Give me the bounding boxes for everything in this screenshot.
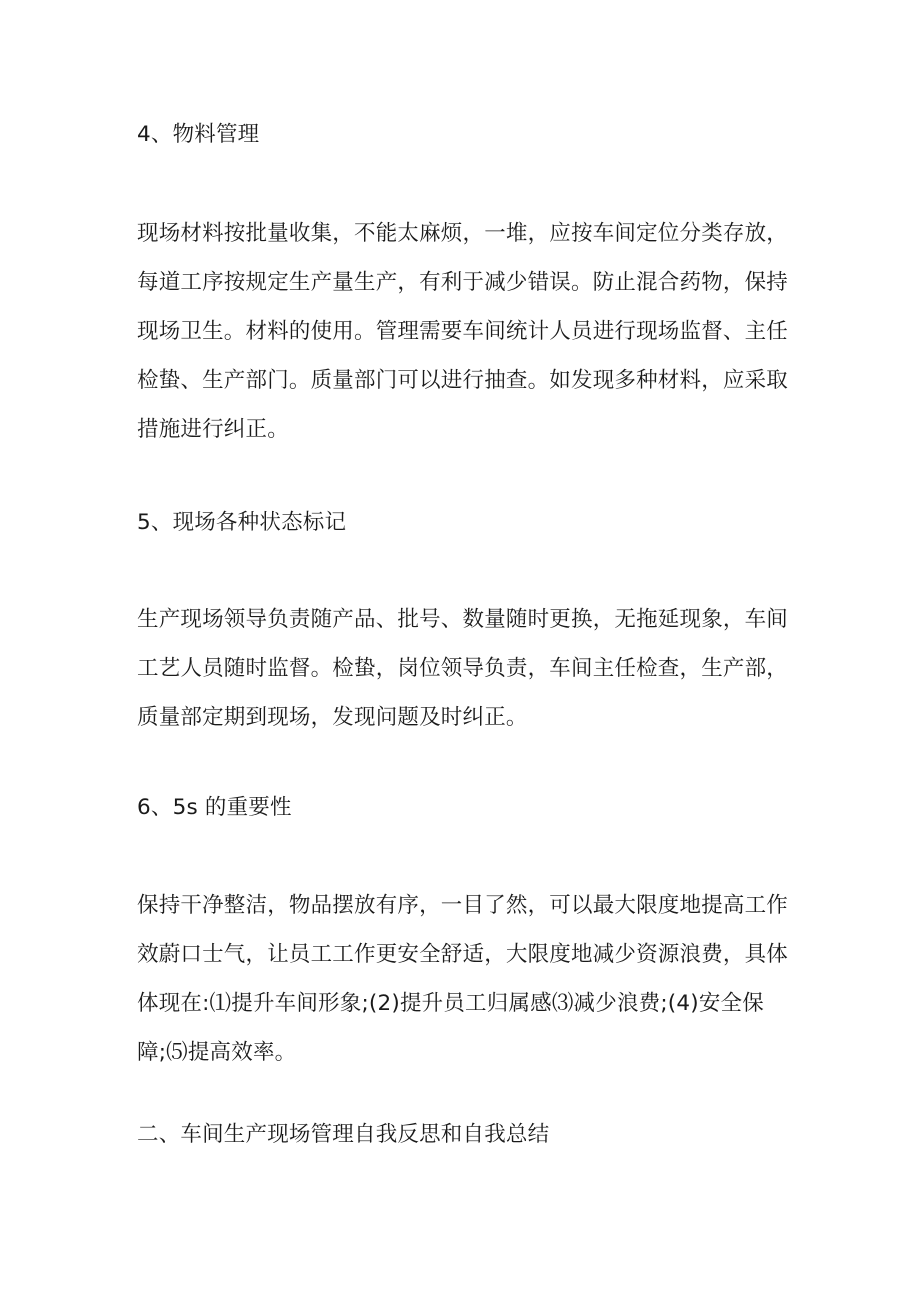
paragraph-line: 质量部定期到现场，发现问题及时纠正。 xyxy=(137,705,528,730)
paragraph-line: 工艺人员随时监督。检蛰，岗位领导负责，车间主任检查，生产部， xyxy=(137,656,789,681)
paragraph-line: 现场卫生。材料的使用。管理需要车间统计人员进行现场监督、主任 xyxy=(137,319,789,344)
paragraph-line: 每道工序按规定生产量生产，有利于减少错误。防止混合药物，保持 xyxy=(137,270,789,295)
paragraph-line: 保持干净整洁，物品摆放有序，一目了然，可以最大限度地提高工作 xyxy=(137,893,789,918)
section-heading-status-marks: 5、现场各种状态标记 xyxy=(137,510,347,535)
paragraph-line: 效蔚口士气，让员工工作更安全舒适，大限度地减少资源浪费，具体 xyxy=(137,942,789,967)
paragraph-line: 体现在:⑴提升车间形象;(2)提升员工归属感⑶减少浪费;(4)安全保 xyxy=(137,991,764,1016)
paragraph-line: 障;⑸提高效率。 xyxy=(137,1040,297,1065)
paragraph-line: 现场材料按批量收集，不能太麻烦，一堆，应按车间定位分类存放， xyxy=(137,221,789,246)
paragraph-line: 生产现场领导负责随产品、批号、数量随时更换，无拖延现象，车间 xyxy=(137,607,789,632)
section-heading-5s-importance: 6、5s 的重要性 xyxy=(137,795,292,820)
paragraph-line: 检蛰、生产部门。质量部门可以进行抽查。如发现多种材料，应采取 xyxy=(137,368,789,393)
section-heading-self-reflection: 二、车间生产现场管理自我反思和自我总结 xyxy=(137,1122,550,1147)
paragraph-line: 措施进行纠正。 xyxy=(137,417,289,442)
section-heading-material-management: 4、物料管理 xyxy=(137,122,260,147)
